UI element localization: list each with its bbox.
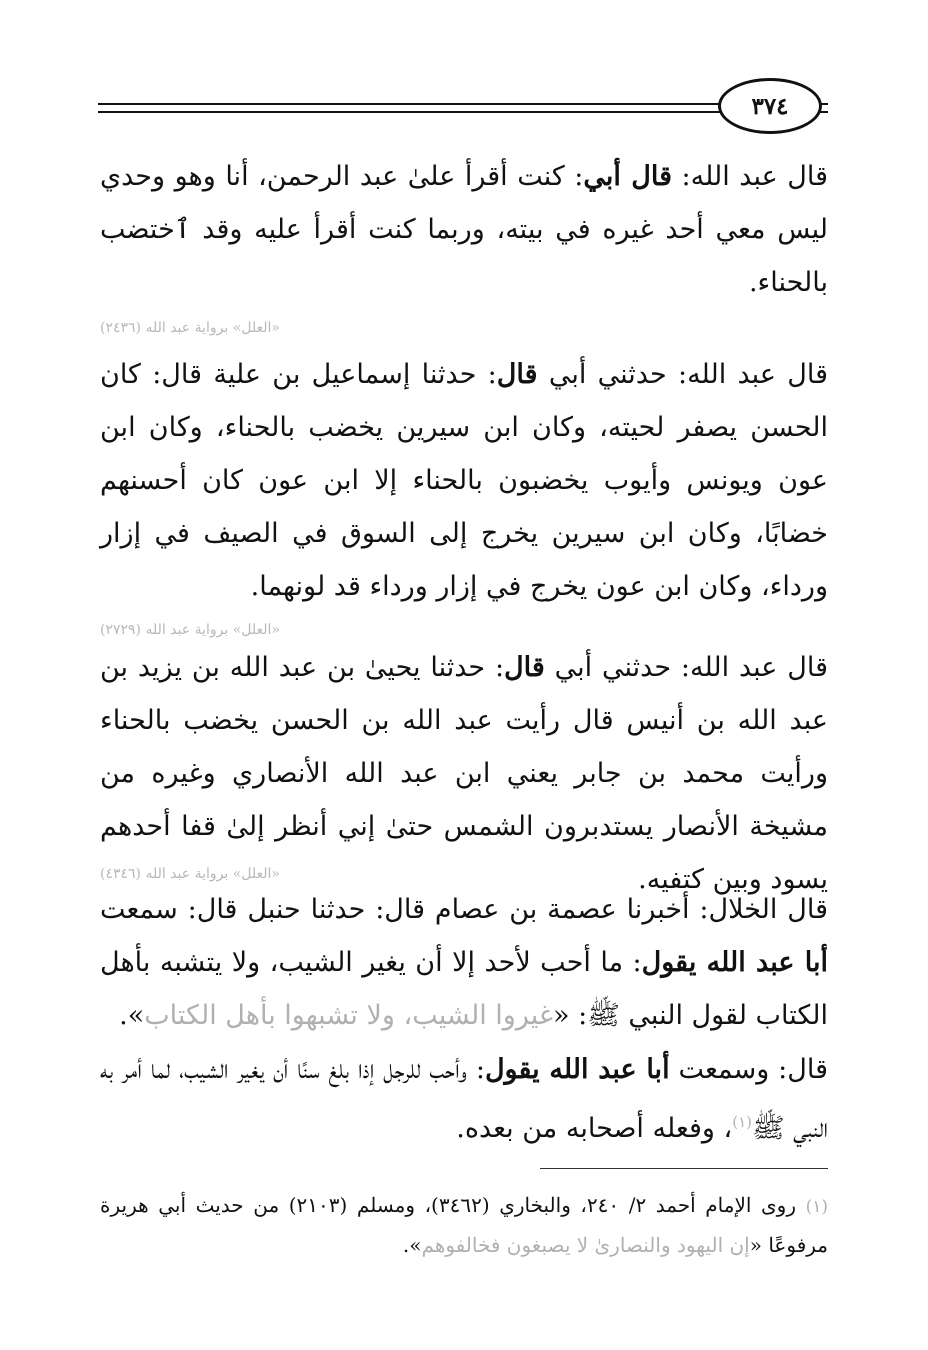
reference-3: «العلل» برواية عبد الله (٤٣٤٦) xyxy=(100,866,280,882)
paragraph-5-text-c: ، وفعله أصحابه من بعده. xyxy=(456,1113,733,1144)
paragraph-5-text-a: قال: وسمعت xyxy=(669,1054,828,1085)
paragraph-2-text-a: قال عبد الله: حدثني أبي xyxy=(537,359,828,390)
paragraph-4-text-c: ». xyxy=(119,1000,145,1031)
paragraph-3-text-a: قال عبد الله: حدثني أبي xyxy=(544,652,828,683)
page-number: ٣٧٤ xyxy=(718,78,822,134)
footnote-reference-mark: (١) xyxy=(732,1113,752,1131)
paragraph-1-text-a: قال عبد الله: xyxy=(671,161,828,192)
footnote-text-a: روى الإمام أحمد ٢/ ٢٤٠، والبخاري (٣٤٦٢)، ومسلم (٢١٠٣) من حديث أبي هريرة مرفوعًا « xyxy=(100,1193,828,1257)
paragraph-1-text-b: : كنت أقرأ علىٰ عبد الرحمن، أنا وهو وحدي ليس معي أحد غيره في بيته، وربما كنت أقرأ عليه وقد ٱختضب بالحناء. xyxy=(100,161,828,298)
paragraph-4 xyxy=(100,883,828,1042)
footnote-hadith-quote: إن اليهود والنصارىٰ لا يصبغون فخالفوهم xyxy=(421,1233,750,1257)
paragraph-2-text-b: : حدثنا إسماعيل بن علية قال: كان الحسن يصفر لحيته، وكان ابن سيرين يخضب بالحناء، وكان ابن عون ويونس وأيوب يخضبون بالحناء إلا ابن عون كان أحسنهم خضابًا، وكان ابن سيرين يخرج إلى السوق في الصيف في إزار ورداء، وكان ابن عون يخرج في إزار ورداء قد لونهما. xyxy=(100,359,828,602)
paragraph-4-text-b: : ما أحب لأحد إلا أن يغير الشيب، ولا يتشبه بأهل الكتاب لقول النبي ﷺ: « xyxy=(100,947,828,1031)
paragraph-4-hadith-quote: غيروا الشيب، ولا تشبهوا بأهل الكتاب xyxy=(144,1000,554,1031)
reference-1: «العلل» برواية عبد الله (٢٤٣٦) xyxy=(100,320,280,336)
paragraph-5-bold: أبا عبد الله يقول xyxy=(484,1054,670,1085)
paragraph-5-text-b: : وأحب للرجل إذا بلغ سنًا أن يغير الشيب، لما أمر به النبي ﷺ xyxy=(100,1054,828,1144)
paragraph-3-text-b: : حدثنا يحيىٰ بن عبد الله بن يزيد بن عبد الله بن أنيس قال رأيت عبد الله بن الحسن يخضب بالحناء ورأيت محمد بن جابر يعني ابن عبد الله الأنصاري وغيره من مشيخة الأنصار يستدبرون الشمس حتىٰ إني أنظر إلىٰ قفا أحدهم يسود وبين كتفيه. xyxy=(100,652,828,895)
paragraph-2-bold: قال xyxy=(496,359,538,390)
paragraph-4-bold: أبا عبد الله يقول xyxy=(641,947,828,978)
footnote-mark: (١) xyxy=(805,1197,828,1217)
page-header xyxy=(98,78,828,136)
paragraph-5 xyxy=(100,1043,828,1155)
footnote-text-b: ». xyxy=(402,1233,422,1257)
reference-2: «العلل» برواية عبد الله (٢٧٢٩) xyxy=(100,622,280,638)
paragraph-3-bold: قال xyxy=(504,652,545,683)
paragraph-1 xyxy=(100,150,828,309)
footnote-1 xyxy=(100,1186,828,1264)
footnote-separator xyxy=(540,1168,828,1169)
paragraph-4-text-a: قال الخلال: أخبرنا عصمة بن عصام قال: حدثنا حنبل قال: سمعت xyxy=(100,894,828,925)
paragraph-2 xyxy=(100,348,828,613)
paragraph-1-bold: قال أبي xyxy=(583,161,672,192)
